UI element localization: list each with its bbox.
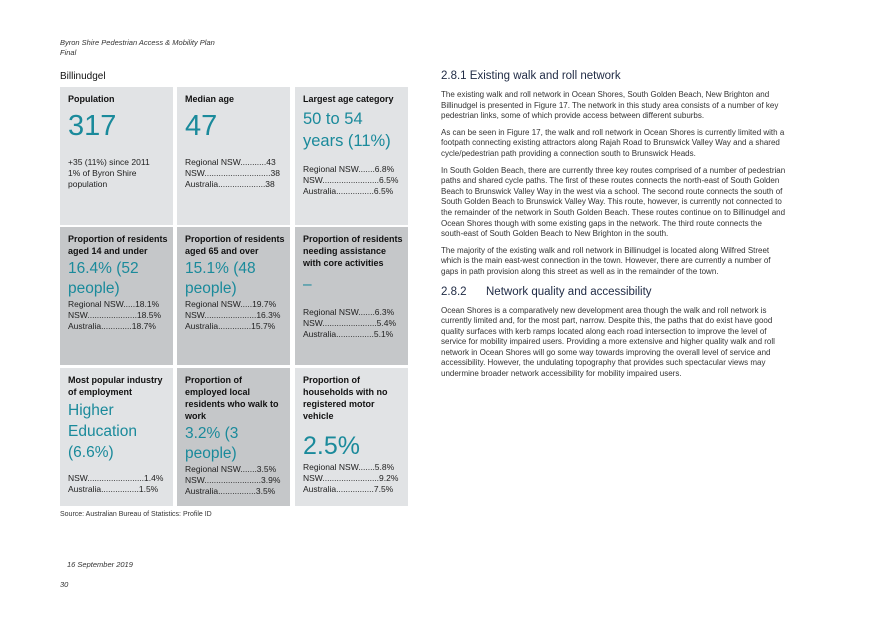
card-value: 16.4% (52 people)	[68, 260, 139, 297]
card-title: Largest age category	[303, 94, 394, 104]
card-sub: +35 (11%) since 2011	[68, 157, 150, 167]
card-sub: Australia................1.5%	[68, 484, 159, 494]
header-title: Byron Shire Pedestrian Access & Mobility Plan	[60, 38, 215, 47]
card-title: Proportion of residents needing assistance with core activities	[303, 234, 403, 268]
location-title: Billinudgel	[60, 71, 106, 82]
card-median-age	[177, 87, 290, 225]
card-sub: Regional NSW.......3.5%	[185, 464, 277, 474]
card-title: Proportion of households with no registered motor vehicle	[303, 375, 388, 421]
section-number: 2.8.2	[441, 285, 467, 298]
footer-date: 16 September 2019	[67, 560, 133, 569]
card-sub: 1% of Byron Shire population	[68, 168, 137, 189]
card-sub: NSW.....................18.5%	[68, 310, 162, 320]
card-sub: Australia................6.5%	[303, 186, 394, 196]
paragraph: The majority of the existing walk and roll network in Billinudgel is located along Wilfred Street which is the main east-west connection in the town. However, there are currently a number of gaps in path provision along this street as well as in the remainder of the town.	[441, 245, 771, 276]
card-title: Proportion of employed local residents who walk to work	[185, 375, 279, 421]
section-heading	[441, 286, 786, 298]
card-value: Higher Education (6.6%)	[68, 402, 137, 461]
card-needing-assistance	[295, 227, 408, 365]
card-sub: Regional NSW.......6.3%	[303, 307, 395, 317]
card-sub: NSW........................9.2%	[303, 473, 399, 483]
card-sub: NSW............................38	[185, 168, 280, 178]
card-sub: Regional NSW...........43	[185, 157, 276, 167]
card-value: 317	[68, 110, 117, 142]
card-title: Proportion of residents aged 14 and under	[68, 234, 168, 256]
paragraph: Ocean Shores is a comparatively new development area though the walk and roll network is currently limited and, for the most part, narrow. Despite this, the paths that do exist have good quality surfaces with kerb ramps located along each road intersection to improve the level of service for mobility impaired users. Providing a more extensive and higher quality walk and roll network in Ocean Shores will go some way towards improving the overall level of service and accessibility. However, the undulating topography that provides such spectacular views may undermine broader network accessibility for mobility impaired users.	[441, 305, 775, 379]
card-sub: Australia..............15.7%	[185, 321, 276, 331]
card-aged-65-and-over	[177, 227, 290, 365]
card-sub: Regional NSW.......6.8%	[303, 164, 395, 174]
card-title: Most popular industry of employment	[68, 375, 163, 397]
paragraph: In South Golden Beach, there are currently three key routes comprised of a number of pedestrian paths and shared cycle paths. The first of these routes connects the north-east of South Golden Beach to Brunswick Valley Way in the west via a school. The second route connects the south of South Golden Beach to Brunswick Valley Way. This route, however, is currently not connected to the remainder of the network in South Golden Beach. These routes continue on to Billinudgel and Ocean Shores though with some existing gaps in the network. The third route connects the south-east of South Golden Beach to New Brighton in the south.	[441, 165, 786, 239]
card-sub: Australia................7.5%	[303, 484, 394, 494]
body-text-column	[441, 70, 786, 386]
card-value: 50 to 54 years (11%)	[303, 110, 391, 150]
card-sub: Regional NSW.......5.8%	[303, 462, 395, 472]
document-header	[60, 38, 215, 58]
card-aged-14-and-under	[60, 227, 173, 365]
card-title: Proportion of residents aged 65 and over	[185, 234, 285, 256]
paragraph: As can be seen in Figure 17, the walk and roll network in Ocean Shores is currently limited with a footpath connecting existing attractors along Rajah Road to Brunswick Valley Way and a shared cycle/pedestrian path providing a connection south to Brunswick Heads.	[441, 127, 785, 158]
card-value: –	[303, 276, 312, 293]
card-popular-industry	[60, 368, 173, 506]
card-largest-age-category	[295, 87, 408, 225]
card-title: Median age	[185, 94, 235, 104]
card-value: 47	[185, 110, 218, 142]
section-heading: 2.8.1 Existing walk and roll network	[441, 70, 621, 82]
card-sub: NSW........................6.5%	[303, 175, 399, 185]
card-sub: NSW........................1.4%	[68, 473, 164, 483]
card-sub: NSW......................16.3%	[185, 310, 281, 320]
card-sub: NSW.......................5.4%	[303, 318, 397, 328]
paragraph: The existing walk and roll network in Ocean Shores, South Golden Beach, New Brighton and Billinudgel is presented in Figure 17. The network in this study area consists of a number of key pedestrian links, some of which provide access between different suburbs.	[441, 90, 779, 121]
card-sub: Australia................3.5%	[185, 486, 276, 496]
page-number: 30	[60, 580, 69, 589]
card-population	[60, 87, 173, 225]
card-walk-to-work	[177, 368, 290, 506]
card-sub: NSW........................3.9%	[185, 475, 281, 485]
card-sub: Australia....................38	[185, 179, 275, 189]
card-sub: Australia................5.1%	[303, 329, 394, 339]
card-sub: Regional NSW.....19.7%	[185, 299, 277, 309]
card-value: 2.5%	[303, 432, 360, 460]
card-value: 3.2% (3 people)	[185, 425, 239, 462]
header-status: Final	[60, 48, 77, 57]
source-note: Source: Australian Bureau of Statistics: Profile ID	[60, 511, 212, 518]
card-sub: Australia.............18.7%	[68, 321, 156, 331]
card-no-motor-vehicle	[295, 368, 408, 506]
card-sub: Regional NSW.....18.1%	[68, 299, 160, 309]
card-title: Population	[68, 94, 115, 104]
card-value: 15.1% (48 people)	[185, 260, 256, 297]
section-title: Network quality and accessibility	[486, 285, 652, 298]
